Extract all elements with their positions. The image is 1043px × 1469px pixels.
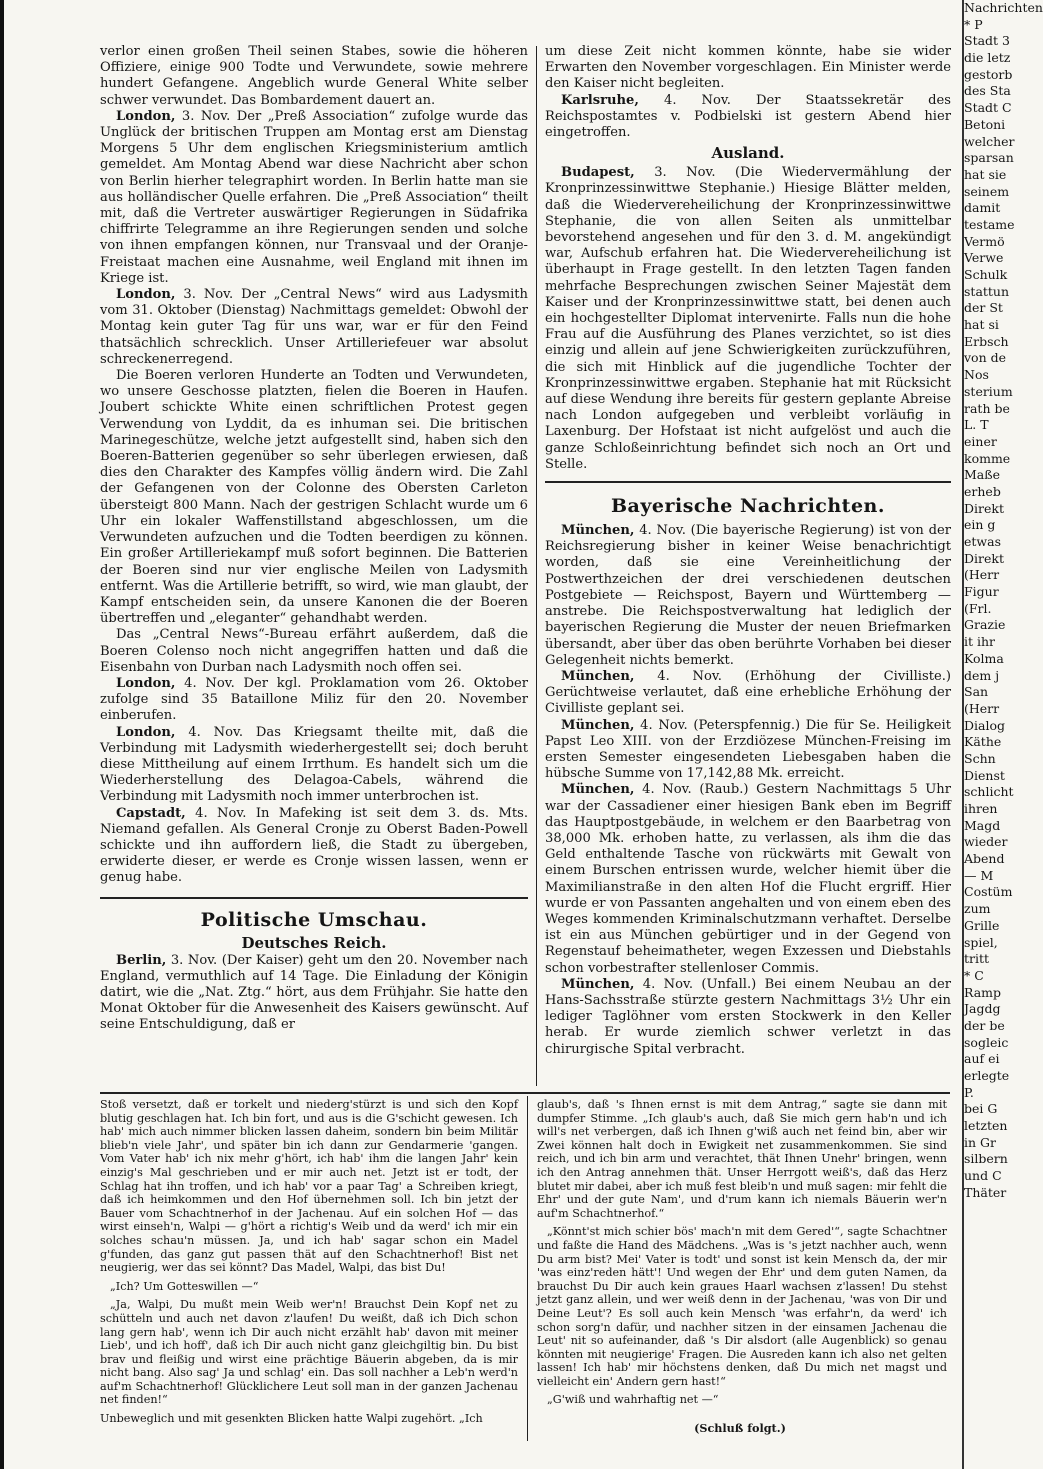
paragraph-text: Unbeweglich und mit gesenkten Blicken hatte Walpi zugehört. „Ich <box>100 1412 483 1426</box>
paragraph <box>545 165 951 473</box>
strip-line: Dienst <box>964 767 1005 783</box>
strip-line: Grazie <box>964 617 1006 633</box>
strip-line: (Herr <box>964 567 1000 583</box>
paragraph <box>100 1412 518 1426</box>
strip-line: die letz <box>964 50 1011 66</box>
paragraph-text: 4. Nov. (Peterspfennig.) Die für Se. Heiligkeit Papst Leo XIII. von der Erzdiözese München-Freising im ersten Semester eingesendeten Liebesgaben haben die hübsche Summe von 17,142,88 Mk. erreicht. <box>545 717 951 782</box>
strip-line: Nos <box>964 367 989 383</box>
strip-line: Costüm <box>964 884 1013 900</box>
continued-note: (Schluß folgt.) <box>694 1421 786 1435</box>
paragraph <box>537 1225 947 1388</box>
strip-line: auf ei <box>964 1051 1000 1067</box>
paragraph <box>100 627 528 676</box>
dateline: London, <box>116 724 176 740</box>
paragraph-text: verlor einen großen Theil seinen Stabes, sowie die höheren Offiziere, einige 900 Todte und Verwundete, sowie mehrere hundert Gefangene. Angeblich wurde General White selber schwer verwundet. Das Bombardement dauert an. <box>100 44 528 108</box>
strip-line: Schulk <box>964 267 1008 282</box>
news-text: 3. Nov. (Der Kaiser) geht um den 20. November nach England, vermuthlich auf 14 Tage. Die Einladung der Königin datirt, wie die „Nat. Ztg.“ hört, aus dem Frühjahr. Sie hatte den Monat Oktober für die Anwesenheit des Kaisers gewünscht. Auf seine Entschuldigung, daß er <box>100 952 528 1033</box>
news-items-foreign <box>100 44 528 887</box>
strip-line: sparsan <box>964 150 1014 166</box>
paragraph-text: 4. Nov. Der Staatssekretär des Reichspostamtes v. Podbielski ist gestern Abend hier eingetroffen. <box>545 92 951 141</box>
paragraph <box>545 523 951 669</box>
strip-line: Schn <box>964 750 996 766</box>
strip-line: Nachrichten <box>964 0 1043 15</box>
paragraph <box>545 44 951 93</box>
strip-line: sogleic <box>964 1034 1009 1050</box>
strip-line: Direkt <box>964 550 1004 566</box>
paragraph-text: 4. Nov. (Unfall.) Bei einem Neubau an der Hans-Sachsstraße stürzte gestern Nachmittags 3½ Uhr ein lediger Taglöhner vom ersten Stockwerk in den Keller herab. Er wurde ziemlich schwer verletzt in das chirurgische Spital verbracht. <box>545 976 951 1057</box>
paragraph-text: 3. Nov. (Die Wiedervermählung der Kronprinzessinwittwe Stephanie.) Hiesige Blätter melden, daß die Wiedervereheilichung der Kronprinzessinwittwe Stephanie, die von allen Seiten als unmittelbar bevorstehend angesehen und für den 3. d. M. angekündigt war, Aufschub erfahren hat. Die Wiedervereheilichung ist überhaupt in Frage gestellt. In den letzten Tagen fanden mehrfache Besprechungen zwischen Seiner Majestät dem Kaiser und der Kronprinzessinwittwe statt, bei denen auch ein hochgestellter Diplomat intervenirte. Falls nun die hohe Frau auf die Ausführung des Planes verzichtet, so ist dies einzig und allein auf jene Schwierigkeiten zurückzuführen, die sich mit Hinblick auf die jugendliche Tochter der Kronprinzessinwittwe ergaben. Stephanie hat mit Rücksicht auf diese Wendung ihre bereits für gestern geplante Abreise nach London aufgegeben und verbleibt vorläufig in Laxenburg. Der Hofstaat ist nicht aufgelöst und auch die ganze Schloßeinrichtung befindet sich noch an Ort und Stelle. <box>545 165 951 472</box>
strip-line: damit <box>964 200 1001 216</box>
strip-line: Verwe <box>964 250 1004 266</box>
paragraph <box>100 676 528 725</box>
dateline: München, <box>561 717 635 733</box>
column-rule <box>100 897 528 899</box>
paragraph-text: 3. Nov. Der „Central News“ wird aus Ladysmith vom 31. Oktober (Dienstag) Nachmittags gemeldet: Obwohl der Montag kein guter Tag für uns war, war er für den Feind thatsächlich schrecklich. Unser Artilleriefeuer war absolut schreckenerregend. <box>100 287 528 367</box>
paragraph <box>100 806 528 887</box>
strip-line: Figur <box>964 584 999 600</box>
dateline: München, <box>561 523 635 539</box>
paragraph <box>100 368 528 627</box>
strip-line: rath be <box>964 400 1010 416</box>
strip-line: tritt <box>964 951 990 967</box>
strip-line: Grille <box>964 917 1000 933</box>
strip-line: wieder <box>964 834 1008 850</box>
strip-line: Jagdg <box>964 1001 1001 1017</box>
strip-line: Thäter <box>964 1184 1007 1200</box>
section-heading-bayern: Bayerische Nachrichten. <box>611 495 885 518</box>
strip-line: erheb <box>964 483 1001 499</box>
strip-line: (Frl. <box>964 600 992 616</box>
paragraph <box>100 1098 518 1275</box>
subheading-deutsches-reich: Deutsches Reich. <box>241 933 387 952</box>
strip-line: erlegte <box>964 1068 1010 1083</box>
strip-line: (Herr <box>964 700 1000 716</box>
paragraph-text: Die Boeren verloren Hunderte an Todten und Verwundeten, wo unsere Geschosse platzten, fielen die Boeren in Haufen. Joubert schickte White einen schriftlichen Protest gegen Verwendung von Lyddit, da es inhuman sei. Die britischen Marinegeschütze, welche jetzt aufgestellt sind, haben sich den Boeren-Batterien gegenüber so sehr überlegen erwiesen, daß dies den Charakter des Kampfes völlig ändern wird. Die Zahl der Gefangenen von der Colonne des Obersten Carleton übersteigt 800 Mann. Nach der gestrigen Schlacht wurde um 6 Uhr ein lokaler Waffenstillstand abgeschlossen, um die Verwundeten aufzuchen und die Todten beerdigen zu können. Ein großer Artilleriekampf muß sofort beginnen. Die Batterien der Boeren sind nur vier englische Meilen von Ladysmith entfernt. Was die Artillerie betrifft, so wird, wie man glaubt, der Kampf entscheiden sein, da unsere Kanonen die der Boeren übertreffen und „eleganter“ gehandhabt werden. <box>100 368 528 627</box>
column-divider <box>536 46 537 1086</box>
strip-line: P. <box>964 1084 974 1100</box>
strip-line: dem j <box>964 667 1000 683</box>
strip-line: sterium <box>964 383 1013 399</box>
column-right <box>545 44 951 1058</box>
paragraph <box>100 725 528 806</box>
strip-line: hat sie <box>964 166 1007 182</box>
dateline: London, <box>116 675 176 691</box>
strip-line: * P <box>964 16 983 32</box>
feuilleton-rule <box>100 1092 950 1094</box>
paragraph-text: 4. Nov. (Die bayerische Regierung) ist von der Reichsregierung bisher in keiner Weise benachrichtigt worden, daß sie eine Vereinheitlichung der Postwerthzeichen der drei verschiedenen deutschen Postgebiete — Reichspost, Bayern und Württemberg — anstrebe. Die Reichspostverwaltung hat lediglich der bayerischen Regierung die Muster der neuen Briefmarken übersandt, aber über das oben berührte Vorhaben bei dieser Gelegenheit nichts bemerkt. <box>545 523 951 668</box>
dateline: München, <box>561 976 635 992</box>
dateline: München, <box>561 668 635 684</box>
strip-line: Stadt 3 <box>964 33 1010 49</box>
dateline: London, <box>116 287 176 303</box>
paragraph <box>537 1393 947 1407</box>
strip-line: — M <box>964 867 994 883</box>
paragraph-text: 4. Nov. (Erhöhung der Civilliste.) Gerüchtweise verlautet, daß eine erhebliche Erhöhung der Civilliste geplant sei. <box>545 668 951 717</box>
paragraph <box>545 669 951 718</box>
strip-line: etwas <box>964 534 1001 549</box>
paragraph-text: 4. Nov. Der kgl. Proklamation vom 26. Oktober zufolge sind 35 Bataillone Miliz für den 20. November einberufen. <box>100 675 528 724</box>
strip-line: * C <box>964 967 984 983</box>
paragraph-text: Stoß versetzt, daß er torkelt und niederg'stürzt is und sich den Kopf blutig geschlagen hat. Ich bin fort, und aus is die G'schicht gewesen. Ich hab' mich auch nimmer blicken lassen daheim, sondern bin beim Militär blieb'n viele Jahr', und später bin ich dann zur Gendarmerie 'gangen. Vom Vater hab' ich nix mehr g'hört, ich hab' ihm die langen Jahr' kein einzig's Mal geschrieben und er mir auch net. Jetzt ist er todt, der Schlag hat ihn troffen, und ich hab' vor a paar Tag' a Schreiben kriegt, daß ich heimkommen und den Hof übernehmen soll. Ich bin jetzt der Bauer vom Schachtnerhof in der Jachenau. Auf ein solchen Hof — das wirst einseh'n, Walpi — g'hört a richtig's Weib und da werd' ich mir ein solches schau'n müssen. Ja, und ich hab' sagar schon ein Madel g'funden, das ganz gut passen thät auf den Schachtnerhof! Bist net neugierig, wer das sei könnt? Das Madel, Walpi, das bist Du! <box>100 1098 518 1275</box>
feuilleton-right <box>537 1098 947 1412</box>
strip-line: komme <box>964 450 1011 466</box>
news-item-berlin <box>100 953 528 1034</box>
strip-line: San <box>964 684 989 700</box>
strip-line: einer <box>964 433 997 449</box>
heading-ausland: Ausland. <box>711 144 785 163</box>
column-left <box>100 44 528 1034</box>
dateline: London, <box>116 108 176 124</box>
strip-line: it ihr <box>964 634 996 650</box>
strip-line: ihren <box>964 801 998 816</box>
section-heading-politik: Politische Umschau. <box>200 908 428 931</box>
paragraph-text: „Ja, Walpi, Du mußt mein Weib wer'n! Brauchst Dein Kopf net zu schütteln und auch net davon z'laufen! Du weißt, daß ich Dich schon lang gern hab', wenn ich Dir auch nicht erzählt hab' davon mit meiner Lieb', und ich hoff', daß ich Dir auch nicht ganz gleichgiltig bin. Du bist brav und fleißig und wirst eine prächtige Bäuerin abgeben, da is mir nicht bang. Also sag' Ja und schlag' ein. Das soll nachher a Leb'n werd'n auf'm Schachtnerhof! Glücklichere Leut soll man in der ganzen Jachenau net finden!“ <box>100 1298 518 1407</box>
strip-line: Kolma <box>964 650 1004 666</box>
news-items-ausland <box>545 165 951 473</box>
strip-line: letzten <box>964 1118 1008 1134</box>
scan-edge <box>0 0 4 1469</box>
paragraph <box>545 93 951 142</box>
paragraph-text: 4. Nov. Das Kriegsamt theilte mit, daß die Verbindung mit Ladysmith wiederhergestellt sei; doch beruht diese Mittheilung auf einem Irrthum. Es handelt sich um die Wiederherstellung des Delagoa-Cabels, während die Verbindung mit Ladysmith noch immer unterbrochen ist. <box>100 724 528 805</box>
strip-line: testame <box>964 216 1015 232</box>
strip-line: Abend <box>964 851 1005 867</box>
strip-line: Betoni <box>964 116 1006 132</box>
dateline: Karlsruhe, <box>561 92 639 108</box>
dateline: Capstadt, <box>116 805 186 821</box>
paragraph-text: 4. Nov. (Raub.) Gestern Nachmittags 5 Uhr war der Cassadiener einer hiesigen Bank eben im Begriff das Hauptpostgebäude, in welchem er den Baarbetrag von 38,000 Mk. erhoben hatte, zu verlassen, als ihm die das Geld enthaltende Tasche von rückwärts mit Gewalt von einem Burschen entrissen wurde, welcher hiemit über die Maximilianstraße in den alten Hof die Flucht ergriff. Hier wurde er von Passanten angehalten und von einem eben des Weges kommenden Kriminalschutzmann verhaftet. Derselbe ist ein aus München gebürtiger und in der Gegend von Regenstauf beheimatheter, wegen Exzessen und Diebstahls schon vorbestrafter stellenloser Commis. <box>545 782 951 976</box>
news-items-reich <box>545 44 951 141</box>
column-rule <box>545 481 951 483</box>
paragraph <box>100 287 528 368</box>
paragraph <box>545 782 951 976</box>
paragraph <box>537 1098 947 1220</box>
paragraph-text: 3. Nov. Der „Preß Association“ zufolge wurde das Unglück der britischen Truppen am Montag erst am Dienstag Morgens 5 Uhr dem englischen Kriegsministerium amtlich gemeldet. Am Montag Abend war diese Nachricht aber schon von Berlin hierher telegraphirt worden. In Berlin hatte man sie aus holländischer Quelle erfahren. Die „Preß Association“ theilt mit, daß die Vertreter auswärtiger Regierungen in Südafrika chiffrirte Telegramme an ihre Regierungen senden und solche von ihnen empfangen können, nur Transvaal und der Oranje-Freistaat machen eine Ausnahme, weil England mit ihnen im Kriege ist. <box>100 108 528 286</box>
strip-line: Käthe <box>964 734 1002 750</box>
paragraph-text: „Ich? Um Gotteswillen —“ <box>110 1279 259 1293</box>
adjacent-page-strip <box>962 0 1043 1469</box>
strip-line: in Gr <box>964 1134 996 1150</box>
paragraph <box>100 109 528 287</box>
paragraph <box>100 1280 518 1294</box>
strip-line: von de <box>964 350 1007 366</box>
strip-line: stattun <box>964 283 1010 299</box>
dateline: Budapest, <box>561 165 635 181</box>
strip-line: silbern <box>964 1151 1008 1167</box>
strip-line: Dialog <box>964 717 1005 733</box>
strip-line: zum <box>964 901 991 917</box>
strip-line: und C <box>964 1168 1002 1184</box>
strip-line: Erbsch <box>964 333 1009 349</box>
paragraph-text: Das „Central News“-Bureau erfährt außerdem, daß die Boeren Colenso noch nicht angegriffen hatten und daß die Eisenbahn von Durban nach Ladysmith noch offen sei. <box>100 627 528 675</box>
strip-line: Magd <box>964 817 1001 833</box>
dateline: Berlin, <box>116 952 167 968</box>
paragraph-text: glaub's, daß 's Ihnen ernst is mit dem Antrag,“ sagte sie dann mit dumpfer Stimme. „Ich glaub's auch, daß Sie mich gern hab'n und ich will's net verbergen, daß ich Ihnen g'wiß auch net feind bin, aber wir Zwei können halt doch in Ewigkeit net zusammenkommen. Sie sind reich, und ich bin arm und verachtet, thät Ihnen Unehr' bringen, wenn ich den Antrag annehmen thät. Unser Herrgott weiß's, daß das Herz blutet mir dabei, aber ich muß fest bleib'n und muß sagen: mir fehlt die Ehr' und der gute Nam', und d'rum kann ich niemals Bäuerin wer'n auf'm Schachtnerhof.“ <box>537 1098 947 1220</box>
strip-line: Ramp <box>964 984 1002 1000</box>
paragraph-text: „Könnt'st mich schier bös' mach'n mit dem Gered'“, sagte Schachtner und faßte die Hand des Mädchens. „Was is 's jetzt nachher auch, wenn Du arm bist? Mei' Vater is todt' und sonst ist kein Mensch da, der mir 'was einz'reden hätt'! Und wegen der Ehr' und dem guten Namen, da brauchst Du Dir auch kein graues Haarl wachsen z'lassen! Du stehst jetzt ganz allein, und wer weiß denn in der Jachenau, 'was von Dir und Deine Leut'? Es soll auch kein Mensch 'was erfahr'n, da werd' ich schon sorg'n dafür, und nachher sitzen in der einsamen Jachenau die Leut' nit so aufeinander, daß 's Dir alsdort (alle Augenblick) so genau könnten mit neugierige' Fragen. Die Ausreden kann ich also net gelten lassen! Ich hab' mir höchstens denken, daß Du mich net magst und vielleicht ein' Andern gern hast!“ <box>537 1225 947 1388</box>
feuilleton-left <box>100 1098 518 1431</box>
paragraph-text: um diese Zeit nicht kommen könnte, habe sie wider Erwarten den November vorgeschlagen. Ein Minister werde den Kaiser nicht begleiten. <box>545 44 951 92</box>
strip-line: L. T <box>964 417 989 433</box>
strip-line: schlicht <box>964 784 1014 800</box>
strip-line: der St <box>964 300 1003 316</box>
strip-line: Maße <box>964 467 1000 483</box>
strip-line: seinem <box>964 183 1010 199</box>
strip-line: des Sta <box>964 83 1011 99</box>
strip-line: spiel, <box>964 934 998 950</box>
strip-line: der be <box>964 1017 1005 1033</box>
strip-line: welcher <box>964 133 1015 149</box>
strip-line: gestorb <box>964 66 1013 82</box>
paragraph <box>545 718 951 783</box>
paragraph <box>100 44 528 109</box>
paragraph <box>545 977 951 1058</box>
feuilleton-divider <box>527 1096 528 1441</box>
strip-line: Vermö <box>964 233 1005 249</box>
strip-line: Direkt <box>964 500 1004 516</box>
dateline: München, <box>561 782 635 798</box>
news-items-bayern <box>545 523 951 1058</box>
strip-line: bei G <box>964 1101 998 1117</box>
paragraph-text: 4. Nov. In Mafeking ist seit dem 3. ds. Mts. Niemand gefallen. Als General Cronje zu Oberst Baden-Powell schickte und ihn auffordern ließ, die Stadt zu übergeben, erwiderte dieser, er werde es Cronje wissen lassen, wenn er genug habe. <box>100 805 528 886</box>
strip-line: ein g <box>964 517 996 533</box>
paragraph <box>100 1298 518 1407</box>
paragraph-text: „G'wiß und wahrhaftig net —“ <box>547 1393 719 1407</box>
strip-line: Stadt C <box>964 100 1012 116</box>
strip-line: hat si <box>964 317 999 333</box>
